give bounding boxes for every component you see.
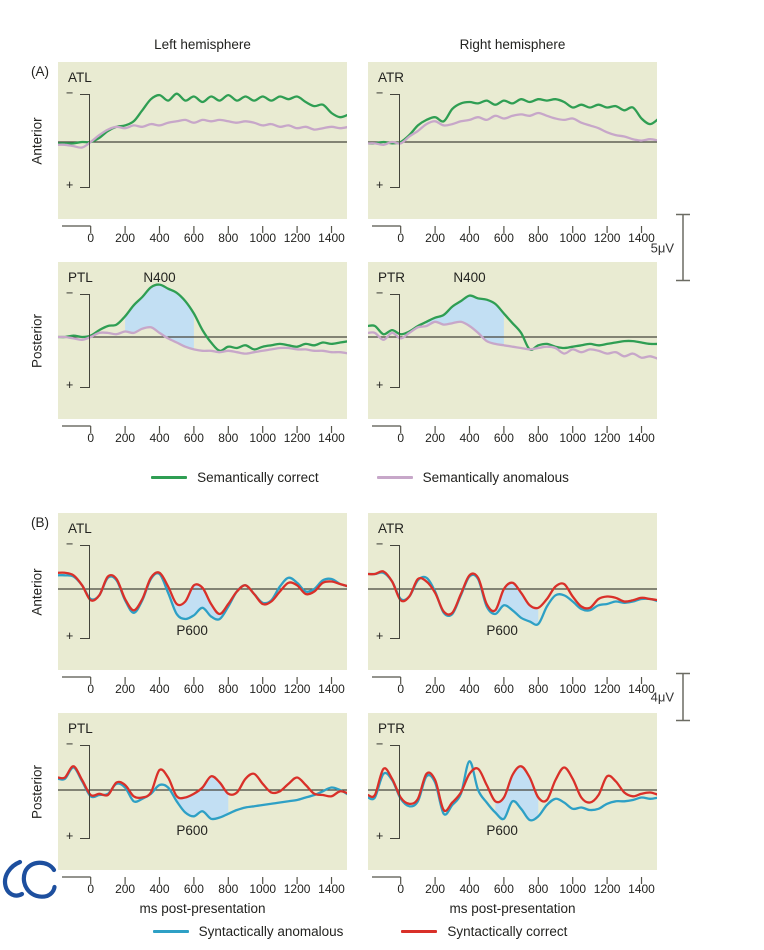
tick-label-0: 0: [87, 882, 95, 896]
tick-label-1200: 1200: [283, 231, 311, 245]
negative-polarity-sign: −: [376, 86, 384, 100]
plot-background: [368, 62, 657, 219]
positive-polarity-sign: +: [376, 829, 384, 843]
column-title-right-hemisphere: Right hemisphere: [459, 37, 566, 52]
tick-label-200: 200: [425, 431, 446, 445]
tick-label-200: 200: [425, 231, 446, 245]
subplot-a-atr: [368, 62, 657, 219]
waveform-canvas: [58, 62, 347, 219]
effect-label-p600: P600: [486, 623, 518, 638]
tick-label-600: 600: [493, 431, 514, 445]
tick-label-1400: 1400: [628, 431, 655, 445]
scale-bar-b: [630, 672, 690, 722]
tick-label-800: 800: [218, 431, 239, 445]
waveform-canvas: [58, 262, 347, 419]
tick-label-800: 800: [528, 231, 549, 245]
channel-label-atr: ATR: [378, 521, 404, 536]
waveform-canvas: [58, 513, 347, 670]
tick-label-400: 400: [459, 231, 480, 245]
tick-label-800: 800: [528, 882, 549, 896]
legend-swatch-semantically-anomalous: [377, 476, 413, 479]
effect-label-p600: P600: [486, 823, 518, 838]
tick-label-400: 400: [149, 231, 170, 245]
x-axis-b-ptl: [58, 872, 347, 904]
legend-label-syntactically-correct: Syntactically correct: [447, 924, 568, 939]
tick-label-600: 600: [183, 231, 204, 245]
effect-label-p600: P600: [176, 823, 208, 838]
polarity-bracket: [390, 94, 400, 188]
legend-a: [10, 470, 710, 485]
tick-label-600: 600: [493, 231, 514, 245]
positive-polarity-sign: +: [66, 178, 74, 192]
tick-label-1400: 1400: [628, 882, 655, 896]
subplot-b-atl: [58, 513, 347, 670]
tick-label-1200: 1200: [283, 431, 311, 445]
tick-label-400: 400: [459, 882, 480, 896]
legend-label-semantically-anomalous: Semantically anomalous: [422, 470, 569, 485]
positive-polarity-sign: +: [376, 178, 384, 192]
x-axis-b-atl: [58, 672, 347, 704]
channel-label-atr: ATR: [378, 70, 404, 85]
tick-label-800: 800: [218, 682, 239, 696]
tick-label-0: 0: [397, 231, 405, 245]
tick-label-200: 200: [425, 882, 446, 896]
negative-polarity-sign: −: [66, 286, 74, 300]
tick-label-800: 800: [218, 231, 239, 245]
x-axis-caption-right: ms post-presentation: [449, 901, 576, 916]
x-axis-a-ptr: [368, 421, 657, 453]
polarity-bracket: [390, 294, 400, 388]
channel-label-ptr: PTR: [378, 721, 405, 736]
tick-label-1000: 1000: [249, 431, 277, 445]
channel-label-ptr: PTR: [378, 270, 405, 285]
polarity-bracket: [390, 545, 400, 639]
positive-polarity-sign: +: [66, 829, 74, 843]
tick-label-200: 200: [115, 682, 136, 696]
plot-background: [58, 262, 347, 419]
tick-label-0: 0: [87, 431, 95, 445]
waveform-canvas: [368, 513, 657, 670]
tick-label-1200: 1200: [593, 431, 621, 445]
tick-label-1000: 1000: [559, 882, 587, 896]
tick-label-1400: 1400: [318, 682, 345, 696]
effect-label-p600: P600: [176, 623, 208, 638]
tick-label-1400: 1400: [628, 682, 655, 696]
tick-label-1400: 1400: [318, 431, 345, 445]
legend-swatch-semantically-correct: [151, 476, 187, 479]
channel-label-atl: ATL: [68, 70, 92, 85]
subplot-b-ptr: [368, 713, 657, 870]
tick-label-800: 800: [528, 682, 549, 696]
tick-label-1000: 1000: [249, 231, 277, 245]
tick-label-600: 600: [183, 431, 204, 445]
scale-bar-a-label: 5μV: [650, 240, 674, 255]
channel-label-atl: ATL: [68, 521, 92, 536]
legend-label-semantically-correct: Semantically correct: [197, 470, 319, 485]
publisher-logo-mark: [0, 856, 80, 908]
x-axis-a-ptl: [58, 421, 347, 453]
plot-background: [368, 262, 657, 419]
subplot-a-ptl: [58, 262, 347, 419]
legend-label-syntactically-anomalous: Syntactically anomalous: [198, 924, 344, 939]
legend-item-syntactically-correct: [401, 924, 567, 939]
tick-label-800: 800: [218, 882, 239, 896]
tick-label-0: 0: [87, 682, 95, 696]
plot-background: [58, 62, 347, 219]
polarity-bracket: [80, 94, 90, 188]
legend-item-syntactically-anomalous: [153, 924, 344, 939]
tick-label-400: 400: [459, 682, 480, 696]
row-label-posterior-a: Posterior: [29, 313, 45, 369]
tick-label-1000: 1000: [249, 882, 277, 896]
x-axis-b-ptr: [368, 872, 657, 904]
effect-label-n400: N400: [453, 270, 486, 285]
x-axis-caption-left: ms post-presentation: [139, 901, 266, 916]
waveform-canvas: [368, 62, 657, 219]
panel-a-label: (A): [31, 64, 49, 79]
scale-bar-a: [630, 213, 690, 282]
polarity-bracket: [80, 294, 90, 388]
subplot-a-atl: [58, 62, 347, 219]
waveform-canvas: [368, 262, 657, 419]
tick-label-600: 600: [493, 882, 514, 896]
channel-label-ptl: PTL: [68, 270, 93, 285]
row-label-anterior-a: Anterior: [29, 117, 45, 165]
tick-label-1400: 1400: [628, 231, 655, 245]
tick-label-1200: 1200: [283, 682, 311, 696]
tick-label-400: 400: [149, 882, 170, 896]
tick-label-400: 400: [149, 431, 170, 445]
tick-label-600: 600: [493, 682, 514, 696]
x-axis-b-atr: [368, 672, 657, 704]
tick-label-0: 0: [87, 231, 95, 245]
tick-label-1000: 1000: [249, 682, 277, 696]
scale-bar-b-label: 4μV: [650, 689, 674, 705]
negative-polarity-sign: −: [66, 86, 74, 100]
polarity-bracket: [390, 745, 400, 839]
row-label-anterior-b: Anterior: [29, 568, 45, 616]
positive-polarity-sign: +: [376, 378, 384, 392]
subplot-b-atr: [368, 513, 657, 670]
legend-item-semantically-correct: [151, 470, 319, 485]
x-axis-a-atl: [58, 221, 347, 253]
channel-label-ptl: PTL: [68, 721, 93, 736]
tick-label-1400: 1400: [318, 882, 345, 896]
negative-polarity-sign: −: [376, 737, 384, 751]
tick-label-0: 0: [397, 682, 405, 696]
subplot-a-ptr: [368, 262, 657, 419]
tick-label-1200: 1200: [593, 231, 621, 245]
panel-b-label: (B): [31, 515, 49, 530]
positive-polarity-sign: +: [376, 629, 384, 643]
polarity-bracket: [80, 745, 90, 839]
tick-label-1000: 1000: [559, 231, 587, 245]
legend-b: [10, 924, 710, 939]
tick-label-200: 200: [115, 431, 136, 445]
tick-label-600: 600: [183, 682, 204, 696]
tick-label-1200: 1200: [283, 882, 311, 896]
legend-item-semantically-anomalous: [377, 470, 569, 485]
positive-polarity-sign: +: [66, 629, 74, 643]
tick-label-1200: 1200: [593, 682, 621, 696]
subplot-b-ptl: [58, 713, 347, 870]
waveform-canvas: [368, 713, 657, 870]
negative-polarity-sign: −: [66, 737, 74, 751]
tick-label-1200: 1200: [593, 882, 621, 896]
tick-label-400: 400: [459, 431, 480, 445]
waveform-canvas: [58, 713, 347, 870]
tick-label-1400: 1400: [318, 231, 345, 245]
legend-swatch-syntactically-correct: [401, 930, 437, 933]
effect-label-n400: N400: [143, 270, 176, 285]
tick-label-1000: 1000: [559, 682, 587, 696]
negative-polarity-sign: −: [376, 286, 384, 300]
x-axis-a-atr: [368, 221, 657, 253]
positive-polarity-sign: +: [66, 378, 74, 392]
negative-polarity-sign: −: [66, 537, 74, 551]
row-label-posterior-b: Posterior: [29, 764, 45, 820]
tick-label-0: 0: [397, 431, 405, 445]
tick-label-200: 200: [425, 682, 446, 696]
tick-label-400: 400: [149, 682, 170, 696]
tick-label-200: 200: [115, 882, 136, 896]
negative-polarity-sign: −: [376, 537, 384, 551]
tick-label-1000: 1000: [559, 431, 587, 445]
column-title-left-hemisphere: Left hemisphere: [154, 37, 251, 52]
tick-label-200: 200: [115, 231, 136, 245]
tick-label-600: 600: [183, 882, 204, 896]
tick-label-800: 800: [528, 431, 549, 445]
polarity-bracket: [80, 545, 90, 639]
tick-label-0: 0: [397, 882, 405, 896]
legend-swatch-syntactically-anomalous: [153, 930, 189, 933]
